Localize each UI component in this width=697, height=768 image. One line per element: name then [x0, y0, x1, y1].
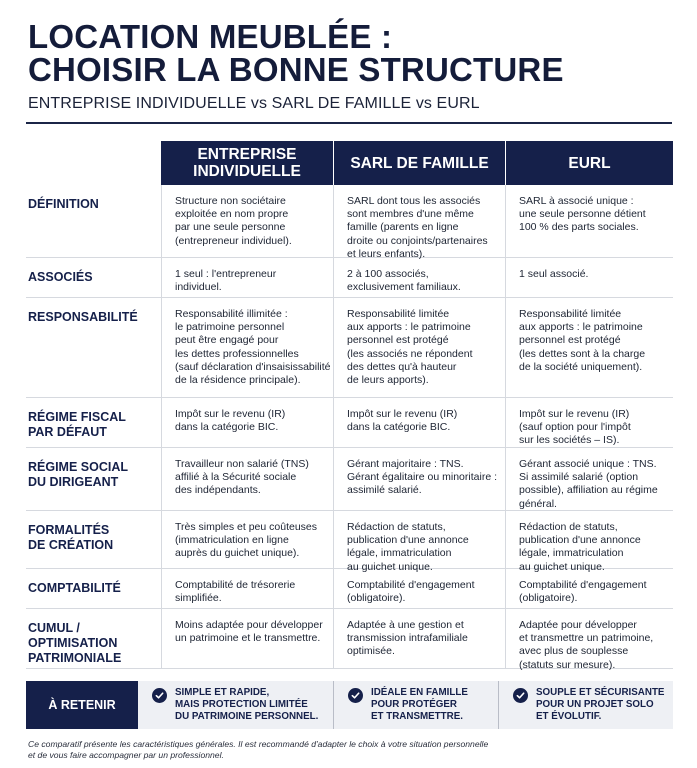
cell-line: par une seule personne	[175, 221, 286, 234]
row-label-line: DÉFINITION	[28, 197, 99, 211]
cell-line: simplifiée.	[175, 592, 222, 605]
row-label-cumul-optimisation	[26, 609, 161, 668]
cell-associes-entreprise-individuelle	[161, 258, 333, 297]
row-label-line: DU DIRIGEANT	[28, 475, 119, 489]
cell-formalites-eurl	[505, 511, 673, 573]
row-label-line: PATRIMONIALE	[28, 651, 122, 665]
table-row-responsabilite	[26, 298, 673, 398]
row-label-line: ASSOCIÉS	[28, 270, 93, 284]
cell-line: Comptabilité d'engagement	[347, 579, 475, 591]
row-label-line: DE CRÉATION	[28, 538, 114, 552]
cell-line: Comptabilité d'engagement	[519, 579, 647, 591]
cell-line: personnel est protégé	[519, 334, 621, 347]
cell-line: (obligatoire).	[347, 592, 406, 605]
cell-definition-entreprise-individuelle	[161, 185, 333, 257]
cell-line: Responsabilité limitée	[347, 308, 450, 320]
cell-formalites-entreprise-individuelle	[161, 511, 333, 568]
table-row-associes	[26, 258, 673, 298]
table-header	[26, 141, 673, 185]
table-row-definition	[26, 185, 673, 258]
cell-line: (les associés ne répondent	[347, 347, 473, 360]
table-body	[26, 185, 673, 669]
cell-regime-fiscal-eurl	[505, 398, 673, 447]
column-header-line: INDIVIDUELLE	[193, 163, 301, 180]
cell-cumul-optimisation-eurl	[505, 609, 673, 671]
cell-cumul-optimisation-entreprise-individuelle	[161, 609, 333, 668]
takeaway-line: ET ÉVOLUTIF.	[536, 711, 602, 722]
cell-line: (entrepreneur individuel).	[175, 234, 292, 247]
header-spacer	[26, 141, 161, 185]
takeaway-line: DU PATRIMOINE PERSONNEL.	[175, 711, 319, 722]
row-label-line: PAR DÉFAUT	[28, 425, 107, 439]
cell-line: de la résidence principale).	[175, 374, 301, 387]
cell-line: (sauf déclaration d'insaisissabilité	[175, 360, 331, 373]
cell-line: général.	[519, 497, 557, 510]
column-header-line: SARL DE FAMILLE	[350, 154, 489, 172]
cell-line: de la société uniquement).	[519, 360, 643, 373]
takeaway-line: SOUPLE ET SÉCURISANTE	[536, 687, 665, 698]
cell-line: famille (parents en ligne	[347, 221, 459, 234]
cell-line: le patrimoine personnel	[175, 321, 285, 334]
cell-line: 1 seul : l'entrepreneur	[175, 268, 277, 280]
title-line-1: LOCATION MEUBLÉE :	[28, 18, 393, 55]
cell-line: aux apports : le patrimoine	[519, 321, 643, 334]
cell-line: SARL à associé unique :	[519, 195, 634, 207]
cell-line: Adaptée à une gestion et	[347, 619, 464, 631]
cell-line: Gérant égalitaire ou minoritaire :	[347, 471, 497, 484]
cell-responsabilite-entreprise-individuelle	[161, 298, 333, 397]
cell-line: dans la catégorie BIC.	[175, 421, 279, 434]
cell-line: (sauf option pour l'impôt	[519, 421, 631, 434]
cell-cumul-optimisation-sarl-de-famille	[333, 609, 505, 668]
cell-line: au guichet unique.	[347, 560, 433, 573]
cell-definition-sarl-de-famille	[333, 185, 505, 260]
cell-line: Responsabilité illimitée :	[175, 308, 288, 320]
cell-regime-fiscal-sarl-de-famille	[333, 398, 505, 447]
key-takeaways-label: À RETENIR	[26, 681, 138, 729]
cell-line: 2 à 100 associés,	[347, 268, 429, 280]
cell-line: et transmettre un patrimoine,	[519, 632, 654, 645]
cell-line: Rédaction de statuts,	[347, 521, 446, 533]
row-label-comptabilite	[26, 569, 161, 608]
cell-line: publication d'une annonce	[519, 534, 641, 547]
cell-line: au guichet unique.	[519, 560, 605, 573]
cell-line: sont membres d'une même	[347, 208, 474, 221]
cell-line: personnel est protégé	[347, 334, 449, 347]
column-header-line: EURL	[568, 154, 611, 172]
cell-line: Adaptée pour développer	[519, 619, 637, 631]
table-row-comptabilite	[26, 569, 673, 609]
cell-line: publication d'une annonce	[347, 534, 469, 547]
cell-line: individuel.	[175, 281, 222, 294]
cell-line: possible), affiliation au régime	[519, 484, 658, 497]
table-row-cumul-optimisation	[26, 609, 673, 669]
cell-line: Rédaction de statuts,	[519, 521, 618, 533]
row-label-line: CUMUL / OPTIMISATION	[28, 621, 118, 650]
cell-comptabilite-sarl-de-famille	[333, 569, 505, 608]
column-header-sarl-de-famille	[333, 141, 505, 185]
comparison-table	[26, 141, 673, 669]
cell-line: Gérant associé unique : TNS.	[519, 458, 657, 470]
cell-line: de leurs apports).	[347, 374, 429, 387]
cell-line: Structure non sociétaire	[175, 195, 286, 207]
cell-line: des indépendants.	[175, 484, 261, 497]
cell-line: (obligatoire).	[519, 592, 578, 605]
cell-line: Si assimilé salarié (option	[519, 471, 639, 484]
cell-line: (statuts sur mesure).	[519, 658, 616, 671]
row-label-line: FORMALITÉS	[28, 523, 110, 537]
cell-line: dans la catégorie BIC.	[347, 421, 451, 434]
takeaway-line: POUR UN PROJET SOLO	[536, 699, 654, 710]
title-line-2: CHOISIR LA BONNE STRUCTURE	[28, 51, 564, 88]
cell-line: Gérant majoritaire : TNS.	[347, 458, 464, 470]
cell-regime-social-sarl-de-famille	[333, 448, 505, 510]
row-label-line: RESPONSABILITÉ	[28, 310, 138, 324]
takeaway-sarl-de-famille	[333, 681, 498, 729]
cell-definition-eurl	[505, 185, 673, 257]
cell-line: sur les sociétés – IS).	[519, 434, 620, 447]
cell-responsabilite-sarl-de-famille	[333, 298, 505, 397]
cell-comptabilite-entreprise-individuelle	[161, 569, 333, 608]
footnote	[28, 739, 668, 761]
check-circle-icon	[348, 688, 363, 703]
takeaway-line: ET TRANSMETTRE.	[371, 711, 463, 722]
cell-line: Responsabilité limitée	[519, 308, 622, 320]
cell-line: légale, immatriculation	[347, 547, 452, 560]
cell-line: auprès du guichet unique).	[175, 547, 300, 560]
table-row-formalites	[26, 511, 673, 573]
takeaway-entreprise-individuelle	[138, 681, 333, 729]
cell-regime-social-entreprise-individuelle	[161, 448, 333, 510]
cell-line: Impôt sur le revenu (IR)	[347, 408, 458, 420]
cell-line: exclusivement familiaux.	[347, 281, 461, 294]
check-circle-icon	[152, 688, 167, 703]
row-label-regime-fiscal	[26, 398, 161, 447]
takeaway-line: POUR PROTÉGER	[371, 699, 458, 710]
column-header-eurl	[505, 141, 673, 185]
row-label-responsabilite	[26, 298, 161, 397]
cell-line: transmission intrafamiliale	[347, 632, 468, 645]
page-title	[28, 20, 668, 86]
column-header-line: ENTREPRISE	[197, 146, 297, 163]
row-label-regime-social	[26, 448, 161, 510]
takeaway-eurl	[498, 681, 673, 729]
cell-line: affilié à la Sécurité sociale	[175, 471, 297, 484]
cell-line: droite ou conjoints/partenaires	[347, 234, 488, 247]
page-subtitle: ENTREPRISE INDIVIDUELLE vs SARL DE FAMILLE vs EURL	[28, 95, 480, 112]
key-takeaways-bar	[26, 681, 673, 729]
title-divider	[26, 122, 672, 124]
cell-associes-eurl	[505, 258, 673, 297]
cell-regime-social-eurl	[505, 448, 673, 510]
cell-line: Très simples et peu coûteuses	[175, 521, 318, 533]
cell-regime-fiscal-entreprise-individuelle	[161, 398, 333, 447]
cell-line: (immatriculation en ligne	[175, 534, 289, 547]
cell-line: 100 % des parts sociales.	[519, 221, 639, 234]
column-header-entreprise-individuelle	[161, 141, 333, 185]
row-label-line: RÉGIME FISCAL	[28, 410, 126, 424]
cell-formalites-sarl-de-famille	[333, 511, 505, 573]
cell-associes-sarl-de-famille	[333, 258, 505, 297]
cell-line: Moins adaptée pour développer	[175, 619, 323, 631]
cell-line: et leurs enfants).	[347, 247, 426, 260]
cell-responsabilite-eurl	[505, 298, 673, 397]
cell-line: Impôt sur le revenu (IR)	[175, 408, 286, 420]
cell-line: une seule personne détient	[519, 208, 646, 221]
takeaway-line: IDÉALE EN FAMILLE	[371, 687, 468, 698]
table-row-regime-social	[26, 448, 673, 511]
cell-line: (les dettes sont à la charge	[519, 347, 646, 360]
cell-line: 1 seul associé.	[519, 268, 589, 280]
table-row-regime-fiscal	[26, 398, 673, 448]
row-label-line: RÉGIME SOCIAL	[28, 460, 129, 474]
cell-line: optimisée.	[347, 645, 395, 658]
cell-line: Comptabilité de trésorerie	[175, 579, 296, 591]
cell-line: assimilé salarié.	[347, 484, 422, 497]
cell-line: un patrimoine et le transmettre.	[175, 632, 321, 645]
cell-line: les dettes professionnelles	[175, 347, 299, 360]
row-label-formalites	[26, 511, 161, 568]
cell-line: peut être engagé pour	[175, 334, 279, 347]
row-label-line: COMPTABILITÉ	[28, 581, 121, 595]
row-label-associes	[26, 258, 161, 297]
row-label-definition	[26, 185, 161, 257]
cell-line: avec plus de souplesse	[519, 645, 629, 658]
cell-comptabilite-eurl	[505, 569, 673, 608]
footnote-line: Ce comparatif présente les caractéristiques générales. Il est recommandé d'adapter le choix à votre situation personnelle	[28, 739, 489, 749]
cell-line: Impôt sur le revenu (IR)	[519, 408, 630, 420]
footnote-line: et de vous faire accompagner par un professionnel.	[28, 750, 224, 760]
takeaway-line: MAIS PROTECTION LIMITÉE	[175, 699, 308, 710]
cell-line: exploitée en nom propre	[175, 208, 289, 221]
cell-line: légale, immatriculation	[519, 547, 624, 560]
cell-line: SARL dont tous les associés	[347, 195, 481, 207]
cell-line: Travailleur non salarié (TNS)	[175, 458, 309, 470]
cell-line: des dettes qu'à hauteur	[347, 360, 457, 373]
cell-line: aux apports : le patrimoine	[347, 321, 471, 334]
takeaway-line: SIMPLE ET RAPIDE,	[175, 687, 270, 698]
check-circle-icon	[513, 688, 528, 703]
